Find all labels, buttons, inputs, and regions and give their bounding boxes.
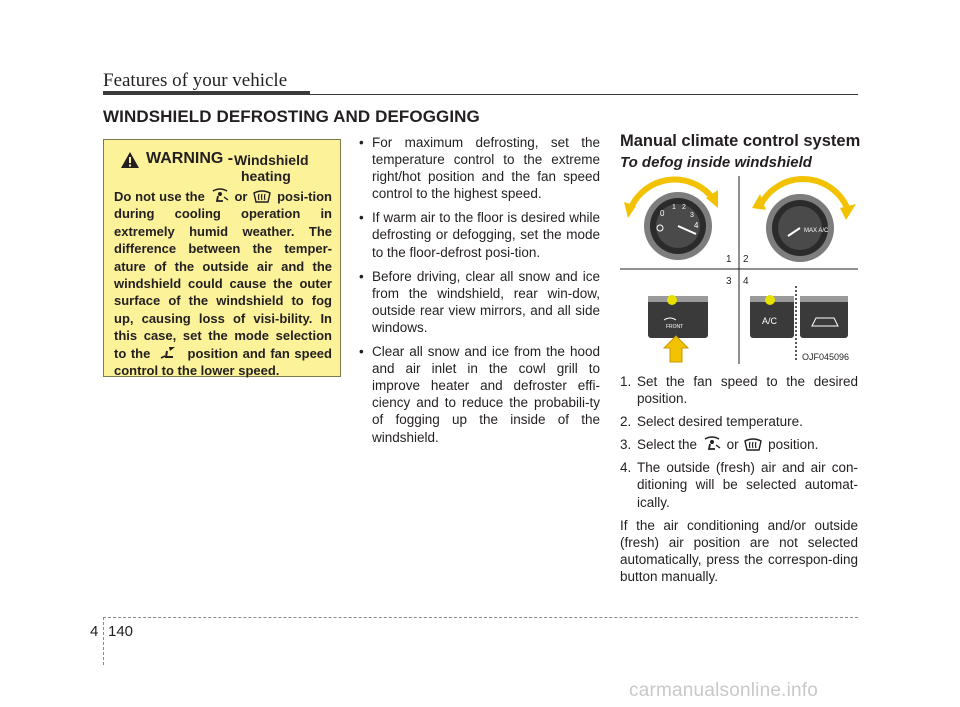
section-title: WINDSHIELD DEFROSTING AND DEFOGGING bbox=[103, 107, 480, 126]
figure-label-4: 4 bbox=[743, 276, 749, 287]
warning-text bbox=[114, 188, 332, 379]
warning-text-part: position and fan speed control to the lower speed. bbox=[114, 345, 332, 379]
list-item: • Before driving, clear all snow and ice from the windshield, rear win-dow, outside rear view mirrors, and all side windows. bbox=[357, 268, 600, 336]
warning-box bbox=[103, 139, 341, 377]
tips-list bbox=[357, 134, 600, 446]
figure-label-1: 1 bbox=[726, 254, 732, 265]
fan-tick-0: 0 bbox=[660, 209, 665, 218]
list-item: • For maximum defrosting, set the temperature control to the extreme right/hot position and the fan speed control to the highest speed. bbox=[357, 134, 600, 202]
footer-vertical-rule bbox=[103, 617, 104, 665]
step-number: 1. bbox=[620, 374, 632, 389]
climate-control-illustration bbox=[620, 176, 858, 364]
fan-tick-3: 3 bbox=[690, 212, 694, 219]
warning-header bbox=[114, 148, 332, 182]
floor-defrost-mode-icon bbox=[701, 436, 723, 452]
watermark: carmanualsonline.info bbox=[629, 680, 819, 701]
warning-triangle-icon bbox=[120, 151, 140, 169]
list-item bbox=[620, 373, 858, 407]
warning-text-part: Do not use the bbox=[114, 189, 205, 204]
warning-text-part: posi-tion during cooling operation in extremely humid weather. The difference between the temper-ature of the outside air and the windshield could cause the outer surface of the windshield to fog up, causing loss of visi-bility. In this case, set the mode selection to the bbox=[114, 189, 332, 361]
page-number: 140 bbox=[108, 623, 134, 640]
fan-tick-1: 1 bbox=[672, 204, 676, 211]
list-item: • If warm air to the floor is desired while defrosting or defogging, set the mode to the floor-defrost posi-tion. bbox=[357, 209, 600, 260]
fan-tick-2: 2 bbox=[682, 204, 686, 211]
step-text: Select desired temperature. bbox=[637, 414, 803, 430]
front-button-label: FRONT bbox=[666, 324, 684, 330]
warning-subject-line2: heating bbox=[241, 168, 291, 184]
list-item: • Clear all snow and ice from the hood and air inlet in the cowl grill to improve heater and defroster effi-ciency and to reduce the probabili-ty of fogging up the inside of the windshield. bbox=[357, 343, 600, 446]
tips-column bbox=[357, 134, 600, 453]
figure-code: OJF045096 bbox=[802, 352, 850, 362]
header-title: Features of your vehicle bbox=[103, 70, 288, 91]
warning-subject: Windshield bbox=[234, 152, 309, 168]
warning-label: WARNING - bbox=[146, 150, 234, 167]
ac-button-label: A/C bbox=[762, 316, 778, 326]
manual-climate-title: Manual climate control system bbox=[620, 132, 861, 150]
step-number: 2. bbox=[620, 414, 632, 430]
header-rule-thin bbox=[310, 94, 858, 95]
figure-label-3: 3 bbox=[726, 276, 732, 287]
floor-defrost-mode-icon bbox=[209, 188, 231, 204]
step-text: or bbox=[726, 437, 739, 453]
ac-button bbox=[750, 295, 794, 338]
step-text: Select the bbox=[637, 437, 698, 453]
fan-tick-4: 4 bbox=[694, 221, 699, 230]
footer-rule bbox=[103, 617, 858, 618]
step-number: 3. bbox=[620, 437, 632, 453]
max-ac-label: MAX A/C bbox=[804, 228, 829, 234]
step-text: Set the fan speed to the desired position. bbox=[637, 374, 858, 407]
defog-steps bbox=[620, 373, 858, 585]
list-item bbox=[620, 459, 858, 510]
climate-control-figure bbox=[620, 176, 858, 364]
front-defrost-button bbox=[648, 295, 708, 338]
list-item bbox=[620, 413, 858, 430]
figure-label-2: 2 bbox=[743, 254, 749, 265]
list-item bbox=[620, 436, 858, 453]
defrost-mode-icon bbox=[251, 188, 273, 204]
floor-defrost-mode-icon bbox=[155, 345, 183, 361]
warning-text-part: or bbox=[234, 189, 248, 204]
step-text: position. bbox=[768, 437, 819, 453]
air-intake-button bbox=[800, 296, 848, 338]
step-number: 4. bbox=[620, 460, 632, 476]
manual-note: If the air conditioning and/or outside (fresh) air position are not selected automatically, press the correspon-ding button manually. bbox=[620, 517, 858, 584]
header-rule bbox=[103, 91, 310, 95]
step-text: The outside (fresh) air and air con-ditioning will be selected automat-ically. bbox=[637, 460, 858, 510]
defrost-mode-icon bbox=[742, 436, 764, 452]
steps-list bbox=[620, 373, 858, 511]
defog-subtitle: To defog inside windshield bbox=[620, 154, 812, 171]
page-chapter: 4 bbox=[90, 623, 99, 640]
